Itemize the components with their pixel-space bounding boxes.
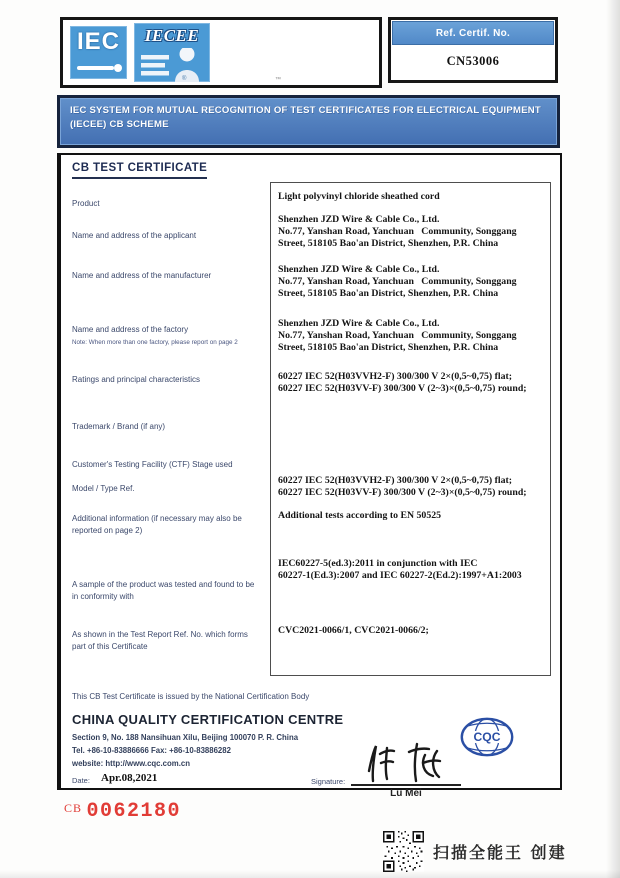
label-trademark: Trademark / Brand (if any) (72, 422, 166, 431)
label-additional-info: Additional information (if necessary may also be reported on page 2) (72, 514, 242, 536)
ref-certif-box (388, 17, 558, 83)
label-ratings: Ratings and principal characteristics (72, 375, 201, 384)
ref-certif-label: Ref. Certif. No. (392, 21, 554, 45)
date-value: Apr.08,2021 (101, 772, 158, 784)
iecee-person-icon (134, 48, 210, 82)
value-conformity: IEC60227-5(ed.3):2011 in conjunction with IEC 60227-1(Ed.3):2007 and IEC 60227-2(Ed.2):1997+A1:2003 (278, 558, 522, 581)
logo-box (60, 17, 382, 88)
label-product: Product (72, 199, 100, 208)
cqc-logo (459, 716, 515, 758)
scan-shadow-right (606, 0, 620, 878)
certificate-title: CB TEST CERTIFICATE (72, 162, 207, 179)
ncb-tel-fax: Tel. +86-10-83886666 Fax: +86-10-83886282 (72, 746, 231, 755)
qr-code-icon (383, 831, 424, 872)
issued-by-line: This CB Test Certificate is issued by the National Certification Body (72, 692, 310, 701)
value-ratings: 60227 IEC 52(H03VVH2-F) 300/300 V 2×(0,5~0,75) flat; 60227 IEC 52(H03VV-F) 300/300 V (2~3)×(0,5~0,75) round; (278, 371, 527, 394)
iec-logo-text: IEC (76, 28, 120, 55)
label-model-type: Model / Type Ref. (72, 484, 135, 493)
signature-label: Signature: (311, 777, 346, 786)
date-label: Date: (72, 776, 90, 785)
signature-name: Lu Mei (390, 788, 422, 799)
value-product: Light polyvinyl chloride sheathed cord (278, 191, 440, 202)
iecee-scheme-banner (57, 95, 560, 148)
value-applicant: Shenzhen JZD Wire & Cable Co., Ltd. No.77, Yanshan Road, Yanchuan Community, Songgang Street, 518105 Bao'an District, Shenzhen, P.R. China (278, 214, 517, 249)
label-manufacturer: Name and address of the manufacturer (72, 271, 212, 280)
iec-logo (70, 26, 127, 79)
certificate-body (57, 153, 562, 799)
trademark-mark: ™ (275, 77, 281, 83)
label-ctf-stage: Customer's Testing Facility (CTF) Stage used (72, 460, 233, 469)
cb-number-digits: 0062180 (86, 800, 181, 823)
signature-handwriting (357, 741, 457, 785)
ncb-name: CHINA QUALITY CERTIFICATION CENTRE (72, 712, 344, 727)
banner-line-1: IEC SYSTEM FOR MUTUAL RECOGNITION OF TEST CERTIFICATES FOR ELECTRICAL EQUIPMENT (70, 105, 541, 116)
value-model-type: 60227 IEC 52(H03VVH2-F) 300/300 V 2×(0,5~0,75) flat; 60227 IEC 52(H03VV-F) 300/300 V (2~3)×(0,5~0,75) round; (278, 475, 527, 498)
value-additional-info: Additional tests according to EN 50525 (278, 510, 442, 521)
iec-logo-dot (114, 64, 123, 73)
iecee-logo-text: IECEE (144, 26, 200, 45)
ncb-website: website: http://www.cqc.com.cn (72, 759, 190, 768)
iecee-logo (134, 23, 210, 82)
cb-number-prefix: CB (64, 801, 83, 815)
ncb-address: Section 9, No. 188 Nansihuan Xilu, Beijing 100070 P. R. China (72, 733, 299, 742)
banner-line-2: (IECEE) CB SCHEME (70, 119, 169, 131)
registered-mark: ® (182, 76, 187, 82)
value-factory: Shenzhen JZD Wire & Cable Co., Ltd. No.77, Yanshan Road, Yanchuan Community, Songgang Street, 518105 Bao'an District, Shenzhen, P.R. China (278, 318, 517, 353)
scan-shadow-bottom (0, 870, 620, 878)
ref-certif-number: CN53006 (446, 54, 500, 68)
cqc-logo-text: CQC (473, 730, 501, 745)
label-factory: Name and address of the factory (72, 325, 189, 334)
cb-certificate-number (64, 800, 181, 823)
label-applicant: Name and address of the applicant (72, 231, 197, 240)
iec-logo-bar (77, 66, 114, 71)
values-frame (270, 182, 551, 676)
scanner-watermark (383, 831, 567, 872)
value-test-report: CVC2021-0066/1, CVC2021-0066/2; (278, 625, 429, 636)
label-factory-note: Note: When more than one factory, please report on page 2 (72, 339, 238, 346)
value-manufacturer: Shenzhen JZD Wire & Cable Co., Ltd. No.77, Yanshan Road, Yanchuan Community, Songgang Street, 518105 Bao'an District, Shenzhen, P.R. China (278, 264, 517, 299)
signature-line (351, 784, 461, 786)
label-conformity: A sample of the product was tested and found to be in conformity with (72, 580, 255, 602)
watermark-text: 扫描全能王 创建 (433, 843, 567, 862)
label-test-report: As shown in the Test Report Ref. No. which forms part of this Certificate (72, 630, 248, 652)
